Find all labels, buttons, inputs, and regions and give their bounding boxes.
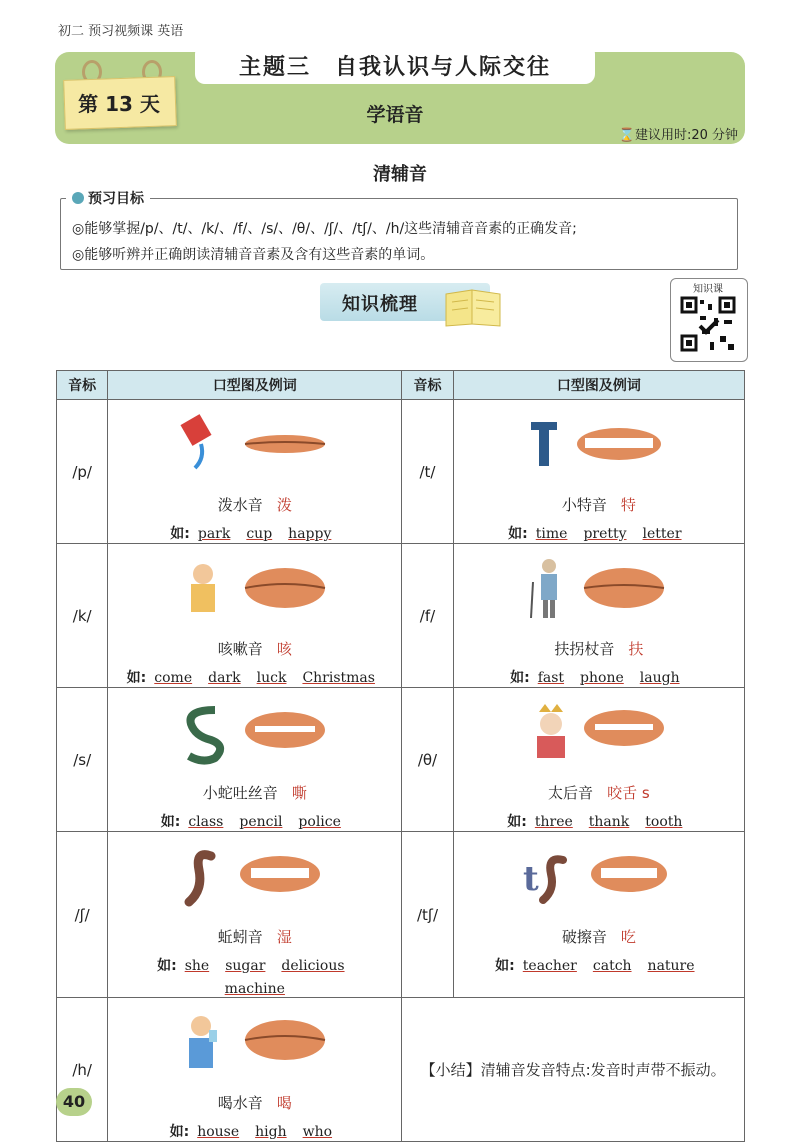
header-symbol: 音标 (57, 371, 108, 400)
table-row (57, 544, 745, 688)
qr-label: 知识课 (693, 284, 723, 295)
example-words-cont: machine (224, 981, 285, 997)
mnemonic: 小蛇吐丝音 嘶 (202, 784, 307, 802)
phonetic-symbol: /f/ (402, 544, 453, 688)
goal-item: ◎能够听辨并正确朗读清辅音音素及含有这些音素的单词。 (72, 247, 435, 263)
table-row (57, 832, 745, 998)
day-label: 第 13 天 (78, 92, 160, 116)
example-cell (453, 688, 744, 832)
example-words: 如: class pencil police (160, 814, 341, 830)
worm-icon (175, 846, 335, 916)
snake-s-icon (175, 702, 335, 772)
mnemonic: 咳嗽音 咳 (217, 640, 292, 658)
example-words: 如: teacher catch nature (495, 958, 695, 974)
example-cell (453, 832, 744, 998)
example-words: 如: she sugar delicious (157, 958, 345, 974)
page-number: 40 (56, 1088, 92, 1116)
table-row (57, 688, 745, 832)
example-cell (453, 544, 744, 688)
mnemonic: 喝水音 喝 (217, 1094, 292, 1112)
phonetic-symbol: /θ/ (402, 688, 453, 832)
example-words: 如: house high who (169, 1124, 333, 1140)
letter-t-mouth-icon (519, 414, 679, 484)
phonetic-symbol: /s/ (57, 688, 108, 832)
header-label: 初二 预习视频课 英语 (58, 24, 184, 39)
example-words: 如: come dark luck Christmas (126, 670, 375, 686)
drinking-boy-icon (175, 1012, 335, 1082)
example-cell (108, 832, 402, 998)
goals-tag: 预习目标 (66, 188, 150, 208)
example-words: 如: fast phone laugh (510, 670, 680, 686)
phonetic-symbol: /h/ (57, 998, 108, 1142)
mnemonic: 小特音 特 (561, 496, 636, 514)
queen-icon (519, 702, 679, 772)
phonetic-symbol: /k/ (57, 544, 108, 688)
target-icon (72, 192, 84, 204)
header-symbol: 音标 (402, 371, 453, 400)
cane-man-icon (519, 558, 679, 628)
example-words: 如: three thank tooth (507, 814, 683, 830)
summary-note: 【小结】清辅音发音特点:发音时声带不振动。 (402, 998, 745, 1142)
phonetic-symbol: /ʃ/ (57, 832, 108, 998)
header-examples: 口型图及例词 (453, 371, 744, 400)
example-words: 如: park cup happy (170, 526, 332, 542)
goal-item: ◎能够掌握/p/、/t/、/k/、/f/、/s/、/θ/、/ʃ/、/tʃ/、/h/这些清辅音音素的正确发音; (72, 221, 577, 237)
phonetic-symbol: /tʃ/ (402, 832, 453, 998)
phonics-table (56, 370, 745, 1142)
mnemonic: 破擦音 吃 (561, 928, 636, 946)
example-words: 如: time pretty letter (508, 526, 682, 542)
svg-text:t: t (522, 859, 539, 899)
table-row (57, 400, 745, 544)
example-cell (108, 998, 402, 1142)
mnemonic: 扶拐杖音 扶 (554, 640, 644, 658)
mnemonic: 太后音 咬舌 s (548, 784, 650, 802)
phonetic-symbol: /p/ (57, 400, 108, 544)
mnemonic: 泼水音 泼 (217, 496, 292, 514)
example-cell (453, 400, 744, 544)
splash-water-icon (175, 414, 335, 484)
phonetic-symbol: /t/ (402, 400, 453, 544)
example-cell (108, 688, 402, 832)
qr-code-icon (680, 296, 736, 352)
mnemonic: 蚯蚓音 湿 (217, 928, 292, 946)
example-cell (108, 400, 402, 544)
section-title: 清辅音 (373, 164, 427, 185)
lesson-subtitle: 学语音 (366, 104, 424, 126)
theme-title: 主题三 自我认识与人际交往 (238, 55, 551, 80)
letters-ts-icon (519, 846, 679, 916)
table-header (57, 371, 745, 400)
knowledge-title: 知识梳理 (342, 294, 418, 315)
example-cell (108, 544, 402, 688)
coughing-kid-icon (175, 558, 335, 628)
book-icon (442, 284, 504, 328)
header-examples: 口型图及例词 (108, 371, 402, 400)
hourglass-icon: ⌛ (618, 128, 635, 143)
table-row (57, 998, 745, 1142)
suggested-time: ⌛建议用时:20 分钟 (618, 128, 738, 143)
